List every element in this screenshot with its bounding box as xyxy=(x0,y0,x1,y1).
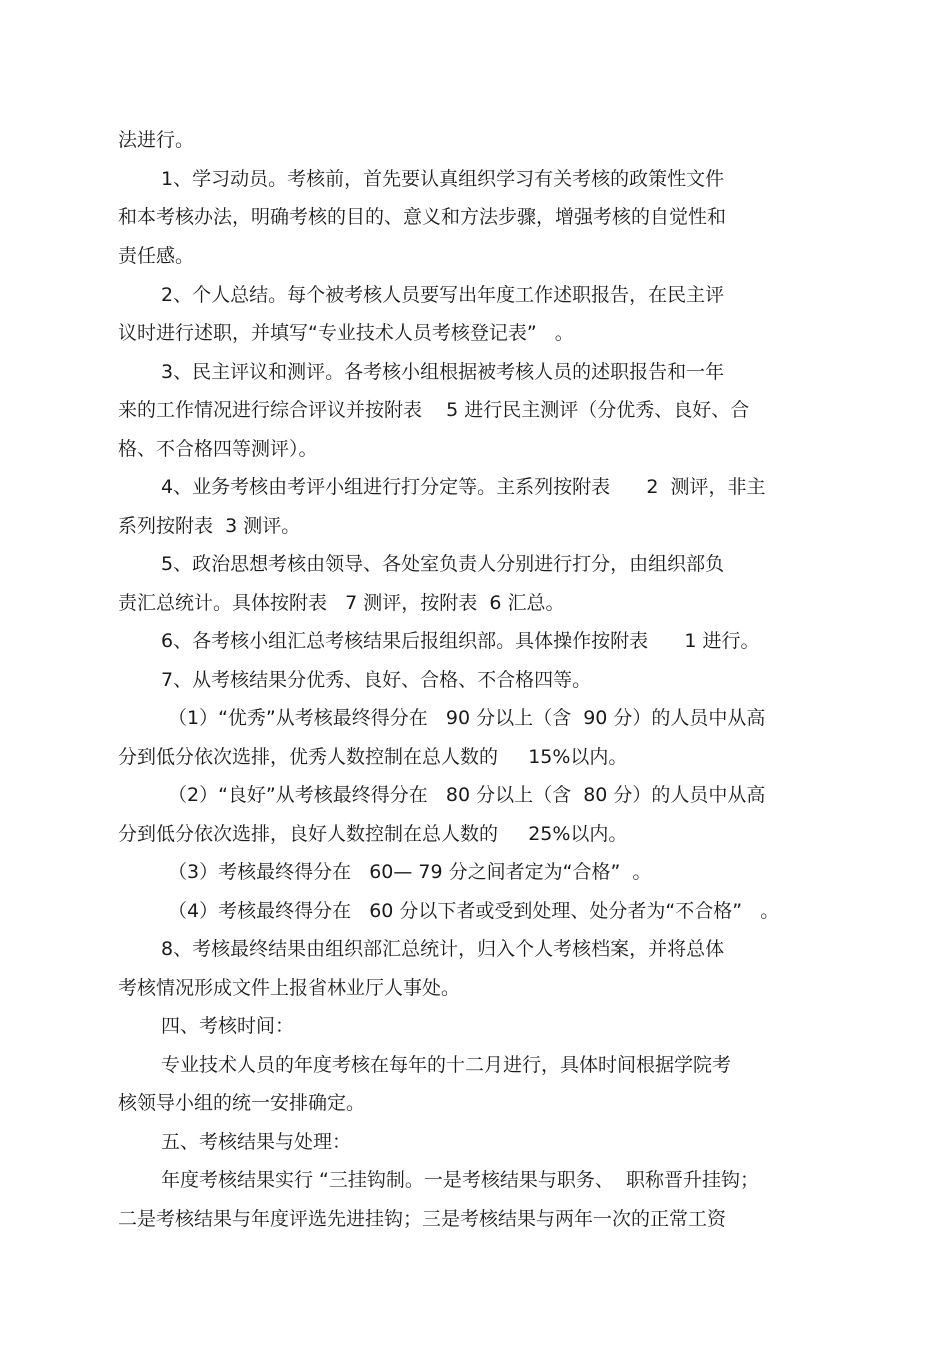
text-line: 4、业务考核由考评小组进行打分定等。主系列按附表 2 测评，非主 xyxy=(161,476,766,498)
text-line: 五、考核结果与处理： xyxy=(161,1131,352,1153)
text-line: 年度考核结果实行 “三挂钩制。一是考核结果与职务、 职称晋升挂钩； xyxy=(161,1169,759,1191)
text-line: 四、考核时间： xyxy=(161,1015,295,1037)
text-line: 议时进行述职，并填写“专业技术人员考核登记表” 。 xyxy=(118,322,574,344)
text-line: （2）“良好”从考核最终得分在 80 分以上（含 80 分）的人员中从高 xyxy=(168,784,766,806)
text-line: 6、各考核小组汇总考核结果后报组织部。具体操作按附表 1 进行。 xyxy=(161,630,760,652)
text-line: 格、不合格四等测评）。 xyxy=(118,438,318,460)
text-line: 法进行。 xyxy=(118,129,195,151)
text-line: 3、民主评议和测评。各考核小组根据被考核人员的述职报告和一年 xyxy=(161,361,725,383)
text-line: 5、政治思想考核由领导、各处室负责人分别进行打分，由组织部负 xyxy=(161,553,725,575)
text-line: 责汇总统计。具体按附表 7 测评，按附表 6 汇总。 xyxy=(118,592,565,614)
text-line: 2、个人总结。每个被考核人员要写出年度工作述职报告，在民主评 xyxy=(161,284,725,306)
text-line: 二是考核结果与年度评选先进挂钩；三是考核结果与两年一次的正常工资 xyxy=(118,1208,727,1230)
text-line: （1）“优秀”从考核最终得分在 90 分以上（含 90 分）的人员中从高 xyxy=(168,707,766,729)
text-line: 系列按附表 3 测评。 xyxy=(118,515,301,537)
text-line: 7、从考核结果分优秀、良好、合格、不合格四等。 xyxy=(161,669,592,691)
text-line: 分到低分依次选排，优秀人数控制在总人数的 15%以内。 xyxy=(118,746,628,768)
text-line: 来的工作情况进行综合评议并按附表 5 进行民主测评（分优秀、良好、合 xyxy=(118,399,750,421)
text-line: 分到低分依次选排，良好人数控制在总人数的 25%以内。 xyxy=(118,823,628,845)
text-line: 核领导小组的统一安排确定。 xyxy=(118,1092,366,1114)
text-line: （4）考核最终得分在 60 分以下者或受到处理、处分者为“不合格” 。 xyxy=(168,900,780,922)
text-line: 考核情况形成文件上报省林业厅人事处。 xyxy=(118,977,461,999)
text-line: 专业技术人员的年度考核在每年的十二月进行，具体时间根据学院考 xyxy=(161,1054,732,1076)
text-line: 1、学习动员。考核前，首先要认真组织学习有关考核的政策性文件 xyxy=(161,168,725,190)
text-line: （3）考核最终得分在 60— 79 分之间者定为“合格” 。 xyxy=(168,861,652,883)
text-line: 8、考核最终结果由组织部汇总统计，归入个人考核档案，并将总体 xyxy=(161,938,725,960)
text-line: 责任感。 xyxy=(118,245,195,267)
text-line: 和本考核办法，明确考核的目的、意义和方法步骤，增强考核的自觉性和 xyxy=(118,206,727,228)
